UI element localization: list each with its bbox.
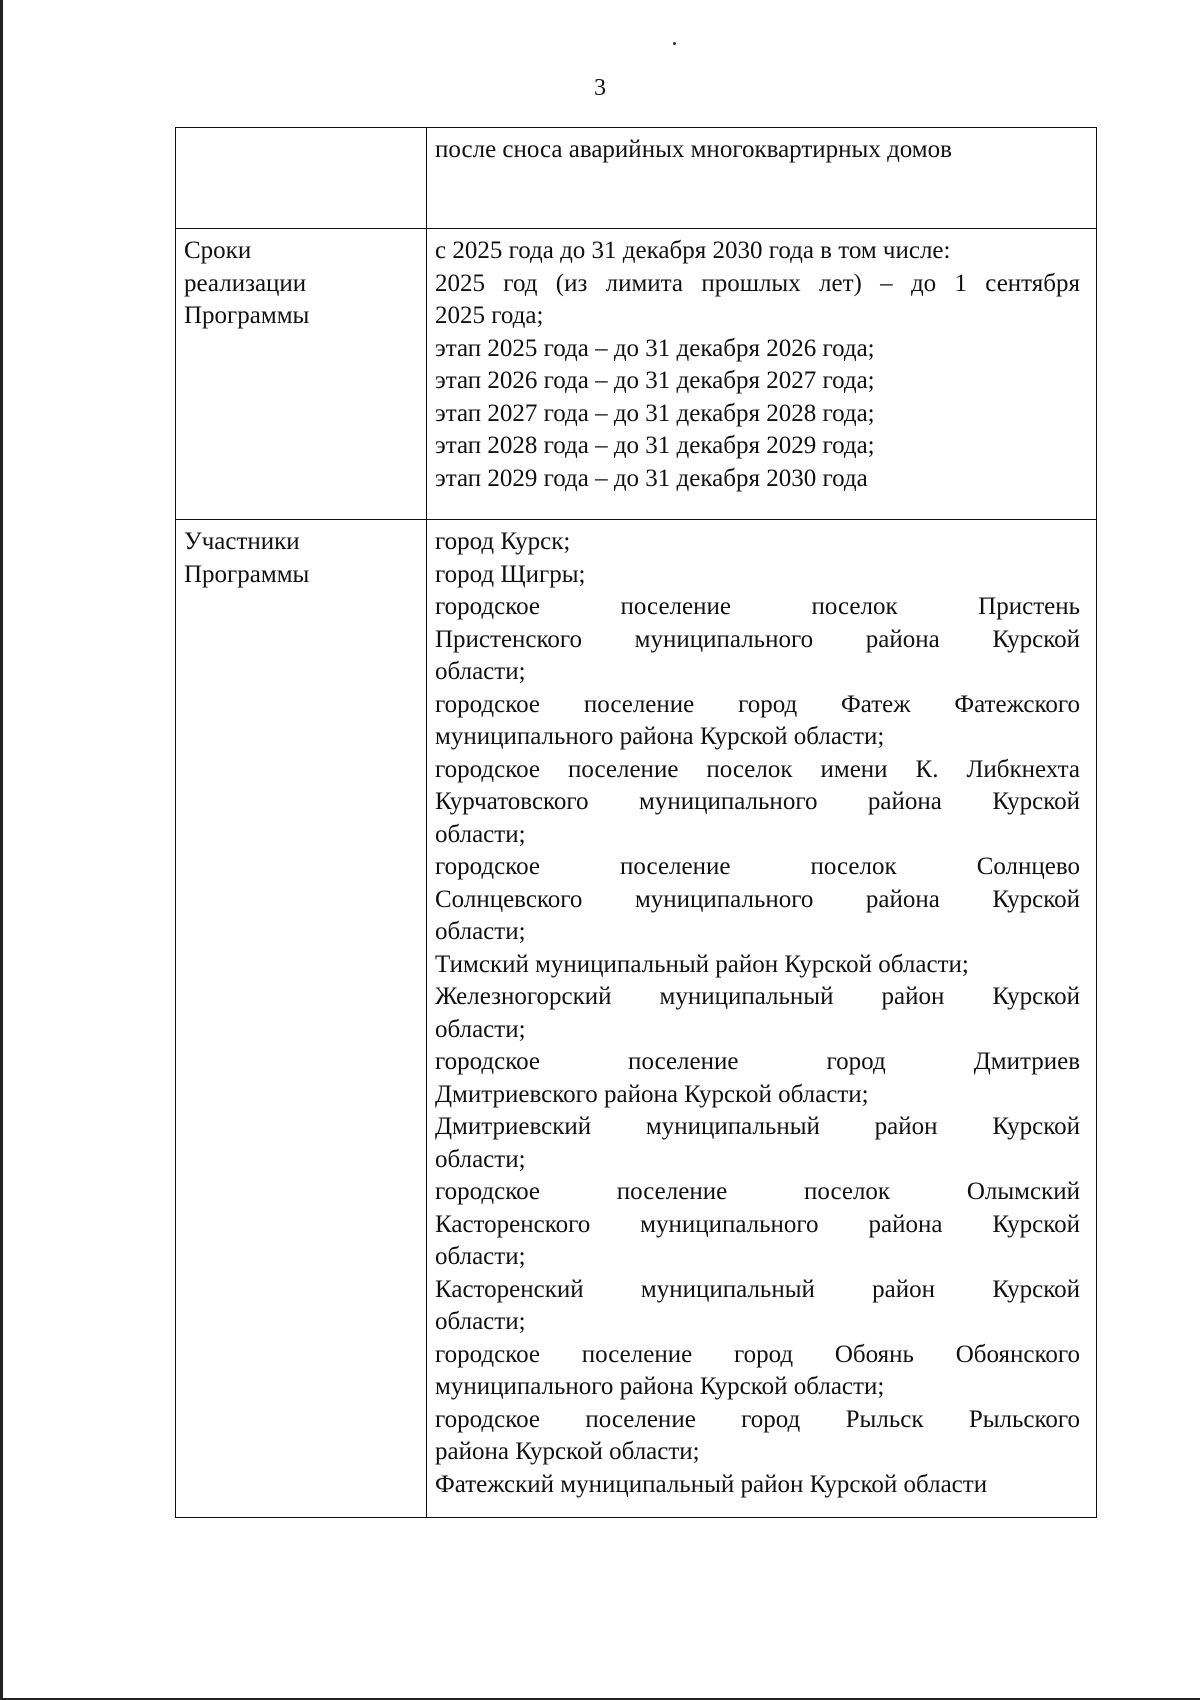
text-line: город Курск; xyxy=(435,528,571,555)
label-line: Программы xyxy=(184,560,310,588)
text-line: после сноса аварийных многоквартирных домов xyxy=(435,136,952,163)
text-line: Пристенского муниципального района Курской xyxy=(435,625,1080,653)
text-line: области; xyxy=(435,1243,526,1270)
text-line: области; xyxy=(435,820,526,848)
table-row-uchastniki xyxy=(176,520,1097,1518)
text-line: 2025 года; xyxy=(435,302,544,329)
text-line: городское поселение город Обоянь Обоянского xyxy=(435,1340,1080,1368)
row-value-continuation xyxy=(427,128,1097,229)
text-line: этап 2026 года – до 31 декабря 2027 года; xyxy=(435,367,875,394)
label-line: Сроки xyxy=(184,237,252,264)
text-line: этап 2028 года – до 31 декабря 2029 года; xyxy=(435,432,875,459)
text-line: области; xyxy=(435,658,526,685)
text-line: городское поселение город Рыльск Рыльского xyxy=(435,1405,1080,1433)
text-line: района Курской области; xyxy=(435,1438,700,1465)
text-line: городское поселение город Фатеж Фатежского xyxy=(435,690,1080,718)
text-line: области; xyxy=(435,1145,526,1173)
text-line: город Щигры; xyxy=(435,560,586,588)
text-line: городское поселение поселок Солнцево xyxy=(435,853,1080,880)
text-line: этап 2027 года – до 31 декабря 2028 года; xyxy=(435,399,875,427)
text-line: муниципального района Курской области; xyxy=(435,1373,885,1400)
text-line: области; xyxy=(435,1015,526,1043)
text-line: 2025 год (из лимита прошлых лет) – до 1 сентября xyxy=(435,269,1080,297)
text-line: Тимский муниципальный район Курской области; xyxy=(435,950,969,978)
row-label-sroki xyxy=(176,229,427,520)
text-line: области; xyxy=(435,1308,526,1335)
text-line: Дмитриевского района Курской области; xyxy=(435,1080,869,1108)
text-line: области; xyxy=(435,918,526,945)
row-label-empty xyxy=(176,128,427,229)
text-line: этап 2025 года – до 31 декабря 2026 года; xyxy=(435,334,875,362)
text-line: Железногорский муниципальный район Курской xyxy=(435,983,1080,1010)
text-line: городское поселение поселок имени К. Либкнехта xyxy=(435,755,1080,783)
row-value-uchastniki xyxy=(427,520,1097,1518)
text-line: Дмитриевский муниципальный район Курской xyxy=(435,1113,1080,1140)
text-line: Касторенского муниципального района Курской xyxy=(435,1210,1080,1238)
text-line: Фатежский муниципальный район Курской области xyxy=(435,1470,988,1498)
label-line: Участники xyxy=(184,528,300,555)
text-line: Солнцевского муниципального района Курской xyxy=(435,885,1080,913)
scan-speck xyxy=(673,42,676,45)
label-line: реализации xyxy=(184,269,307,297)
text-line: Касторенский муниципальный район Курской xyxy=(435,1275,1080,1303)
page-number: 3 xyxy=(594,75,606,101)
text-line: этап 2029 года – до 31 декабря 2030 года xyxy=(435,464,868,492)
label-line: Программы xyxy=(184,302,310,329)
text-line: городское поселение поселок Олымский xyxy=(435,1178,1080,1205)
text-line: городское поселение город Дмитриев xyxy=(435,1048,1080,1075)
table-row-continuation xyxy=(176,128,1097,229)
text-line: с 2025 года до 31 декабря 2030 года в том числе: xyxy=(435,237,951,264)
row-label-uchastniki xyxy=(176,520,427,1518)
program-passport-table xyxy=(175,127,1097,1518)
text-line: Курчатовского муниципального района Курской xyxy=(435,788,1080,815)
text-line: городское поселение поселок Пристень xyxy=(435,593,1080,620)
table-row-sroki xyxy=(176,229,1097,520)
text-line: муниципального района Курской области; xyxy=(435,723,885,750)
row-value-sroki xyxy=(427,229,1097,520)
